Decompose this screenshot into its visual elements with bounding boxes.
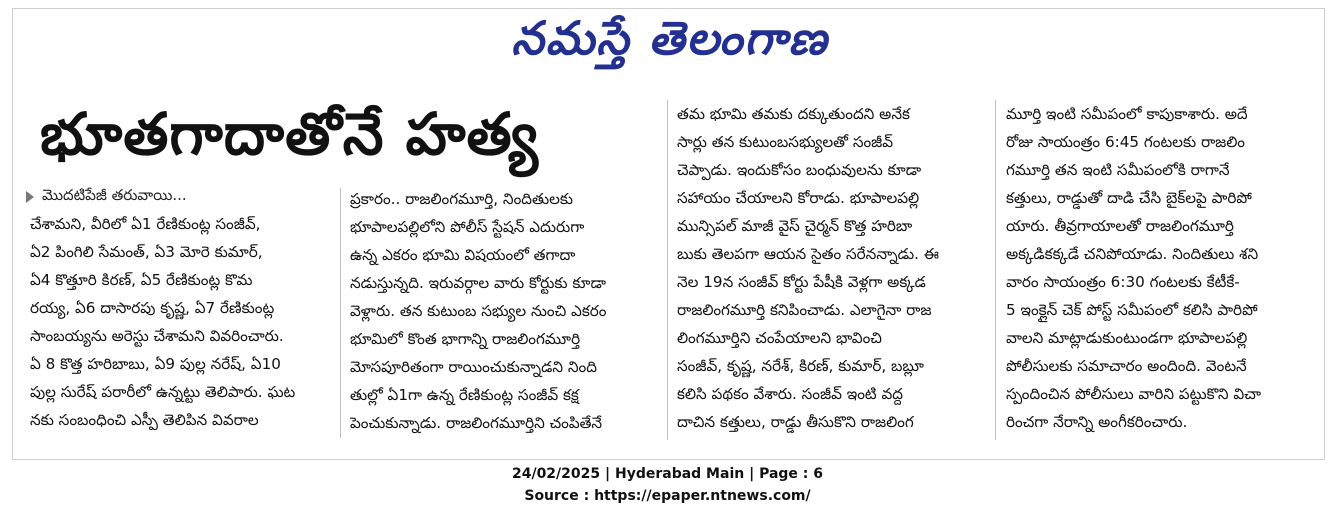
text-line: ప్రకారం.. రాజలింగమూర్తి, నిందితులకు	[350, 190, 574, 208]
text-line: 5 ఇంక్లైన్ చెక్ పోస్ట్ సమీపంలో కలిసి పారిపో	[1006, 301, 1258, 319]
text-line: గమూర్తి తన ఇంటి సమీపంలోకి రాగానే	[1006, 161, 1230, 179]
text-line: కలిసి పథకం వేశారు. సంజీవ్ ఇంటి వద్ద	[677, 385, 903, 403]
article-column-3	[677, 100, 977, 436]
column-divider	[340, 188, 341, 438]
text-line: దాచిన కత్తులు, రాడ్డు తీసుకొని రాజలింగ	[677, 413, 914, 431]
text-line: పుల్ల సురేష్ పరారీలో ఉన్నట్టు తెలిపారు. ఘట	[30, 383, 296, 401]
text-line: సహాయం చేయాలని కోరాడు. భూపాలపల్లి	[677, 189, 920, 207]
article-column-4	[1006, 100, 1306, 436]
text-line: రయ్య, ఏ6 దాసారపు కృష్ణ, ఏ7 రేణికుంట్ల	[30, 299, 275, 317]
column-divider	[995, 100, 996, 440]
text-line: లింగమూర్తిని చంపేయాలని భావించి	[677, 329, 882, 347]
text-line: ఉన్న ఎకరం భూమి విషయంలో తగాదా	[350, 246, 576, 264]
text-line: స్పందించిన పోలీసులు వారిని పట్టుకొని విచా	[1006, 385, 1261, 403]
text-line: భూమిలో కొంత భాగాన్ని రాజలింగమూర్తి	[350, 330, 581, 348]
text-line: చేశామని, వీరిలో ఏ1 రేణికుంట్ల సంజీవ్,	[30, 215, 261, 233]
article-column-2	[350, 185, 655, 437]
text-line: ఏ4 కొత్తూరి కిరణ్, ఏ5 రేణికుంట్ల కొమ	[30, 271, 253, 289]
text-line: సార్లు తన కుటుంబసభ్యులతో సంజీవ్	[677, 133, 894, 151]
text-line: కత్తులు, రాడ్డుతో దాడి చేసి బైక్‌లపై పారిపో	[1006, 189, 1252, 207]
text-line: ఏ2 పింగిలి సేమంత్, ఏ3 మోరె కుమార్,	[30, 243, 263, 261]
column-divider	[667, 100, 668, 440]
text-line: అక్కడికక్కడే చనిపోయాడు. నిందితులు శని	[1006, 245, 1259, 263]
text-line: నకు సంబంధించి ఎస్పీ తెలిపిన వివరాల	[30, 411, 259, 429]
text-line: తుల్లో ఏ1గా ఉన్న రేణికుంట్ల సంజీవ్ కక్ష	[350, 386, 579, 404]
article-headline: భూతగాదాతోనే హత్య	[40, 100, 539, 168]
text-line: నడుస్తున్నది. ఇరువర్గాల వారు కోర్టుకు కూడా	[350, 274, 606, 292]
text-line: ఏ 8 కొత్త హరిబాబు, ఏ9 పుల్ల నరేష్, ఏ10	[30, 355, 281, 373]
text-line: పెంచుకున్నాడు. రాజలింగమూర్తిని చంపితేనే	[350, 414, 603, 432]
text-line: మోసపూరితంగా రాయించుకున్నాడని నింది	[350, 358, 597, 376]
masthead-logo: నమస్తే తెలంగాణ	[511, 11, 829, 65]
text-line: వారం సాయంత్రం 6:30 గంటలకు కేటీకే-	[1006, 273, 1240, 291]
footer-date-edition: 24/02/2025 | Hyderabad Main | Page : 6	[511, 466, 824, 482]
text-line: రోజు సాయంత్రం 6:45 గంటలకు రాజలిం	[1006, 133, 1245, 151]
text-line: సంజీవ్, కృష్ణ, నరేశ్, కిరణ్, కుమార్, బబ్లూ	[677, 357, 924, 375]
text-line: వెళ్లారు. తన కుటుంబ సభ్యుల నుంచి ఎకరం	[350, 302, 607, 320]
text-line: నెల 19న సంజీవ్ కోర్టు పేషీకి వెళ్లగా అక్కడ	[677, 273, 926, 291]
arrow-right-icon	[26, 191, 34, 203]
text-line: మున్సిపల్ మాజీ వైస్ చైర్మన్ కొత్త హరిబా	[677, 217, 913, 235]
article-column-1	[30, 210, 330, 434]
text-line: భూపాలపల్లిలోని పోలీస్ స్టేషన్ ఎదురుగా	[350, 218, 585, 236]
text-line: తమ భూమి తమకు దక్కుతుందని అనేక	[677, 105, 910, 123]
continued-from-front-page	[26, 186, 356, 208]
continued-label: మొదటిపేజీ తరువాయి...	[42, 186, 187, 204]
text-line: వాలని మాట్లాడుకుంటుండగా భూపాలపల్లి	[1006, 329, 1248, 347]
footer-source: Source : https://epaper.ntnews.com/	[524, 488, 811, 504]
text-line: రించగా నేరాన్ని అంగీకరించారు.	[1006, 413, 1188, 431]
text-line: రాజలింగమూర్తి కనిపించాడు. ఎలాగైనా రాజ	[677, 301, 932, 319]
text-line: యారు. తీవ్రగాయాలతో రాజలింగమూర్తి	[1006, 217, 1234, 235]
text-line: బుకు తెలపగా ఆయన సైతం సరేనన్నాడు. ఈ	[677, 245, 939, 263]
text-line: చెప్పాడు. ఇందుకోసం బంధువులను కూడా	[677, 161, 922, 179]
text-line: మూర్తి ఇంటి సమీపంలో కాపుకాశారు. అదే	[1006, 105, 1248, 123]
text-line: పోలీసులకు సమాచారం అందింది. వెంటనే	[1006, 357, 1247, 375]
text-line: సాంబయ్యను అరెస్టు చేశామని వివరించారు.	[30, 327, 284, 345]
